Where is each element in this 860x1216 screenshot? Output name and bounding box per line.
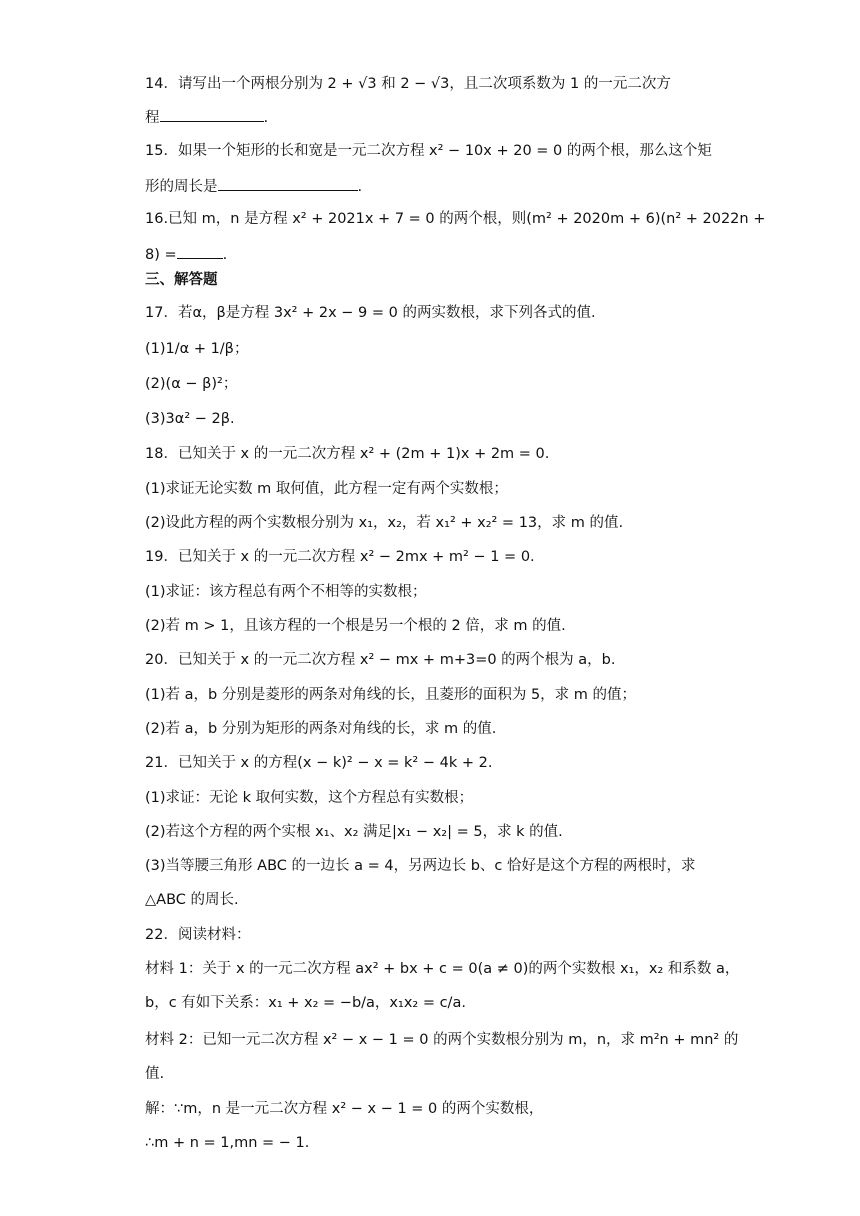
line-text: 程 <box>145 110 160 126</box>
line-text: △ABC 的周长. <box>145 892 239 908</box>
line-text: (1)求证：无论 k 取何实数，这个方程总有实数根； <box>145 790 474 806</box>
text-line <box>145 822 820 842</box>
line-text: 19．已知关于 x 的一元二次方程 x² − 2mx + m² − 1 = 0. <box>145 549 535 565</box>
section-heading <box>145 270 820 290</box>
text-line <box>145 993 820 1013</box>
text-line <box>145 106 820 128</box>
text-line <box>145 959 820 979</box>
text-line <box>145 444 820 464</box>
text-line <box>145 1030 820 1050</box>
line-text: (2)若这个方程的两个实根 x₁、x₂ 满足|x₁ − x₂| = 5，求 k 的值. <box>145 824 563 840</box>
line-end-punct: . <box>222 247 228 263</box>
text-line <box>145 339 820 359</box>
line-text: 17．若α，β是方程 3x² + 2x − 9 = 0 的两实数根，求下列各式的值. <box>145 305 596 321</box>
text-line <box>145 890 820 910</box>
text-line <box>145 685 820 705</box>
line-text: b，c 有如下关系：x₁ + x₂ = −b/a，x₁x₂ = c/a. <box>145 995 466 1011</box>
line-text: 材料 2：已知一元二次方程 x² − x − 1 = 0 的两个实数根分别为 m，n，求 m²n + mn² 的 <box>145 1032 739 1048</box>
line-text: 三、解答题 <box>145 272 218 288</box>
line-text: 20．已知关于 x 的一元二次方程 x² − mx + m+3=0 的两个根为 a，b. <box>145 652 616 668</box>
text-line <box>145 788 820 808</box>
text-line <box>145 856 820 876</box>
line-text: (3)当等腰三角形 ABC 的一边长 a = 4，另两边长 b、c 恰好是这个方程的两根时，求 <box>145 858 696 874</box>
line-text: 15．如果一个矩形的长和宽是一元二次方程 x² − 10x + 20 = 0 的两个根，那么这个矩 <box>145 143 712 159</box>
text-line <box>145 1133 820 1153</box>
text-line <box>145 175 820 197</box>
text-line <box>145 374 820 394</box>
line-text: (2)若 a，b 分别为矩形的两条对角线的长，求 m 的值. <box>145 721 497 737</box>
line-text: 14．请写出一个两根分别为 2 + √3 和 2 − √3，且二次项系数为 1 的一元二次方 <box>145 76 671 92</box>
line-text: 16.已知 m，n 是方程 x² + 2021x + 7 = 0 的两个根，则(m² + 2020m + 6)(n² + 2022n + <box>145 211 766 227</box>
line-text: 材料 1：关于 x 的一元二次方程 ax² + bx + c = 0(a ≠ 0)的两个实数根 x₁，x₂ 和系数 a， <box>145 961 740 977</box>
text-line <box>145 513 820 533</box>
text-line <box>145 753 820 773</box>
text-line <box>145 479 820 499</box>
text-line <box>145 547 820 567</box>
line-text: (1)若 a，b 分别是菱形的两条对角线的长，且菱形的面积为 5，求 m 的值； <box>145 687 637 703</box>
line-text: (2)设此方程的两个实数根分别为 x₁，x₂，若 x₁² + x₂² = 13，求 m 的值. <box>145 515 624 531</box>
line-text: (2)若 m > 1，且该方程的一个根是另一个根的 2 倍，求 m 的值. <box>145 618 566 634</box>
text-line <box>145 925 820 945</box>
line-text: 形的周长是 <box>145 179 218 195</box>
line-text: 8) = <box>145 247 177 263</box>
answer-blank <box>177 243 223 259</box>
line-text: (3)3α² − 2β. <box>145 411 235 427</box>
text-line <box>145 409 820 429</box>
text-line <box>145 650 820 670</box>
text-line <box>145 582 820 602</box>
line-text: (1)求证无论实数 m 取何值，此方程一定有两个实数根； <box>145 481 508 497</box>
line-text: 18．已知关于 x 的一元二次方程 x² + (2m + 1)x + 2m = 0. <box>145 446 550 462</box>
text-line <box>145 243 820 265</box>
text-line <box>145 209 820 229</box>
text-line <box>145 303 820 323</box>
line-text: 解：∵m，n 是一元二次方程 x² − x − 1 = 0 的两个实数根， <box>145 1101 544 1117</box>
text-line <box>145 616 820 636</box>
line-text: ∴m + n = 1,mn = − 1. <box>145 1135 310 1151</box>
line-end-punct: . <box>357 179 363 195</box>
text-line <box>145 1064 820 1084</box>
line-text: (1)1/α + 1/β； <box>145 341 249 357</box>
text-line <box>145 719 820 739</box>
line-text: (1)求证：该方程总有两个不相等的实数根； <box>145 584 427 600</box>
text-line <box>145 141 820 161</box>
line-text: (2)(α − β)²； <box>145 376 238 392</box>
text-line <box>145 74 820 94</box>
line-end-punct: . <box>263 110 269 126</box>
line-text: 值. <box>145 1066 165 1082</box>
answer-blank <box>160 106 264 122</box>
text-line <box>145 1099 820 1119</box>
line-text: 21．已知关于 x 的方程(x − k)² − x = k² − 4k + 2. <box>145 755 493 771</box>
answer-blank <box>218 175 358 191</box>
line-text: 22．阅读材料： <box>145 927 251 943</box>
